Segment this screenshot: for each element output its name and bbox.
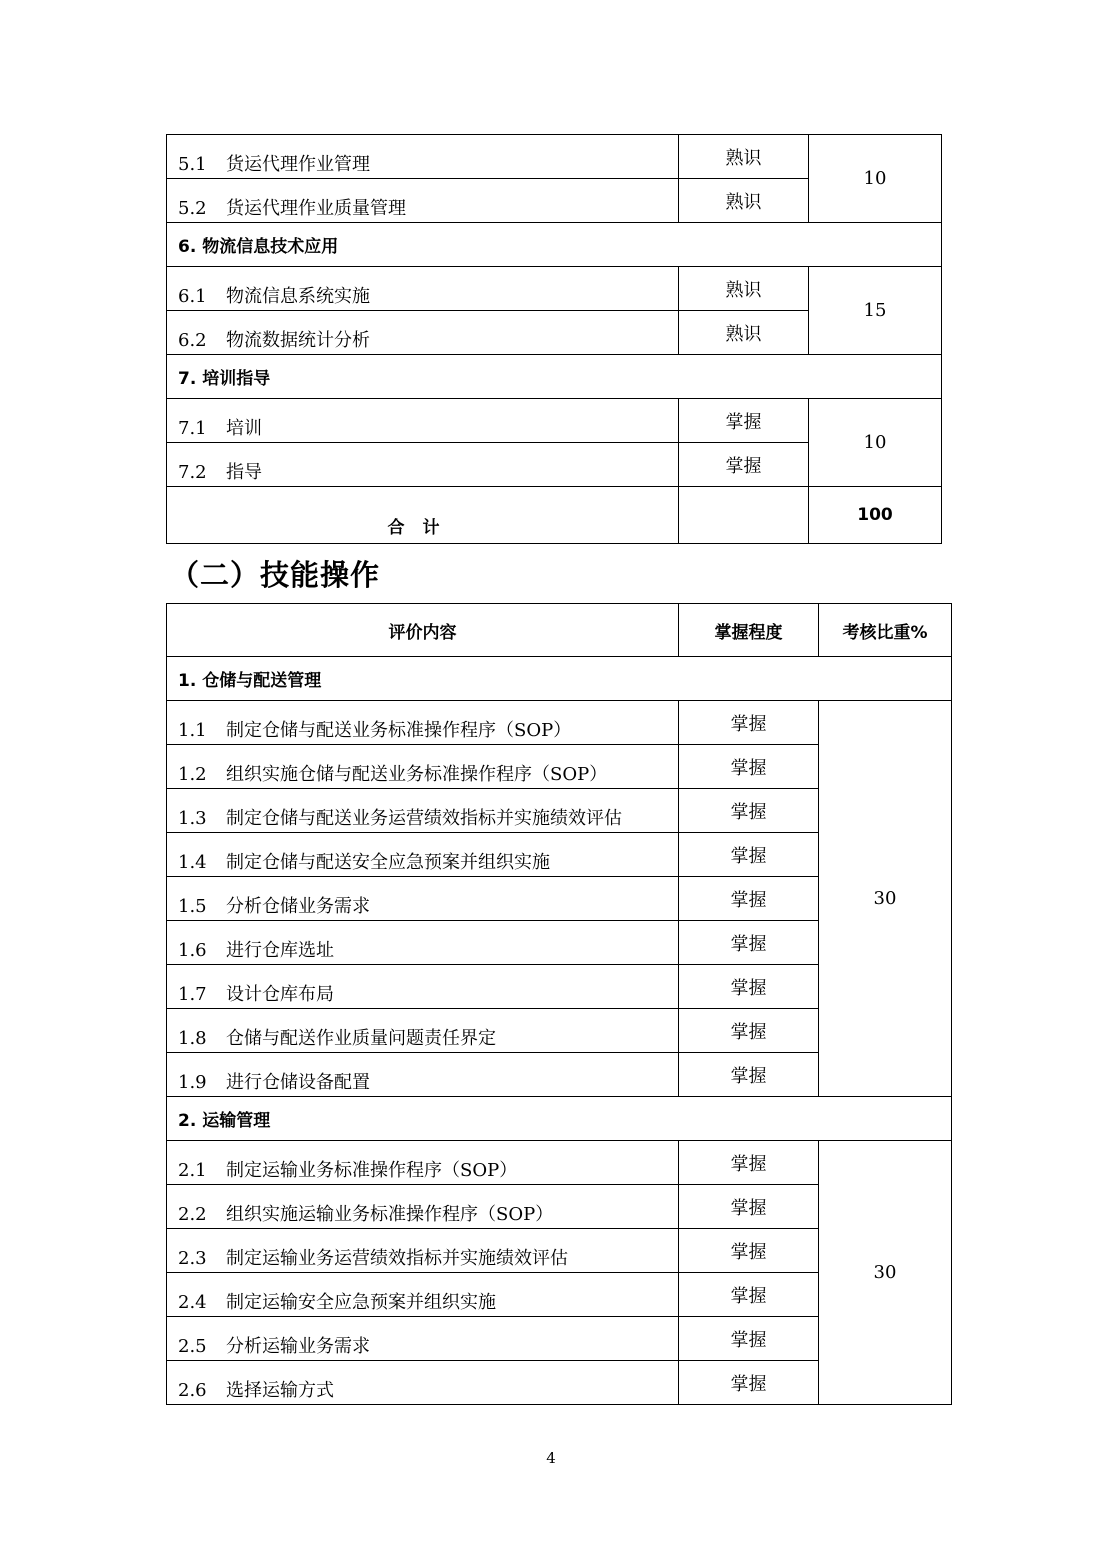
mastery-level: 掌握 <box>679 443 809 487</box>
item-cell <box>167 443 679 487</box>
item-number: 5.1 <box>178 153 207 175</box>
item-text: 分析仓储业务需求 <box>226 895 370 917</box>
item-cell <box>167 745 679 789</box>
section-heading: （二）技能操作 <box>170 558 381 592</box>
item-cell <box>167 135 679 179</box>
item-text: 组织实施运输业务标准操作程序（SOP） <box>226 1203 554 1225</box>
knowledge-table-continued <box>166 134 942 544</box>
weight-value: 10 <box>809 135 942 223</box>
skill-operation-table <box>166 603 952 1405</box>
item-cell <box>167 1141 679 1185</box>
mastery-level: 掌握 <box>679 1273 819 1317</box>
item-cell <box>167 1009 679 1053</box>
section-row <box>167 657 952 701</box>
item-number: 2.5 <box>178 1335 207 1357</box>
mastery-level: 熟识 <box>679 267 809 311</box>
item-text: 选择运输方式 <box>226 1379 334 1401</box>
item-cell <box>167 701 679 745</box>
table-row <box>167 701 952 745</box>
section-row <box>167 355 942 399</box>
item-number: 6.2 <box>178 329 207 351</box>
item-cell <box>167 311 679 355</box>
item-number: 1.5 <box>178 895 207 917</box>
item-text: 培训 <box>226 417 262 439</box>
weight-value: 10 <box>809 399 942 487</box>
item-text: 制定仓储与配送安全应急预案并组织实施 <box>226 851 550 873</box>
section-title: 2. 运输管理 <box>167 1097 952 1141</box>
total-row <box>167 487 942 544</box>
item-cell <box>167 1361 679 1405</box>
item-number: 5.2 <box>178 197 207 219</box>
mastery-level: 掌握 <box>679 1361 819 1405</box>
section-row <box>167 223 942 267</box>
item-text: 货运代理作业质量管理 <box>226 197 406 219</box>
table-row <box>167 135 942 179</box>
item-text: 制定运输业务标准操作程序（SOP） <box>226 1159 518 1181</box>
item-number: 1.8 <box>178 1027 207 1049</box>
table-row <box>167 1141 952 1185</box>
item-number: 2.3 <box>178 1247 207 1269</box>
mastery-level: 熟识 <box>679 311 809 355</box>
mastery-level: 掌握 <box>679 877 819 921</box>
item-cell <box>167 877 679 921</box>
item-text: 组织实施仓储与配送业务标准操作程序（SOP） <box>226 763 608 785</box>
mastery-level: 掌握 <box>679 1009 819 1053</box>
section-row <box>167 1097 952 1141</box>
item-cell <box>167 1273 679 1317</box>
weight-value: 15 <box>809 267 942 355</box>
weight-value: 30 <box>819 1141 952 1405</box>
t2-body <box>167 604 952 1405</box>
item-cell <box>167 399 679 443</box>
mastery-level: 掌握 <box>679 833 819 877</box>
mastery-level: 掌握 <box>679 745 819 789</box>
mastery-level: 掌握 <box>679 1185 819 1229</box>
section-title: 1. 仓储与配送管理 <box>167 657 952 701</box>
item-cell <box>167 965 679 1009</box>
item-cell <box>167 1185 679 1229</box>
section-title: 6. 物流信息技术应用 <box>167 223 942 267</box>
item-number: 1.4 <box>178 851 207 873</box>
item-text: 指导 <box>226 461 262 483</box>
weight-value: 30 <box>819 701 952 1097</box>
item-cell <box>167 267 679 311</box>
header-content: 评价内容 <box>167 604 679 657</box>
item-cell <box>167 921 679 965</box>
table-row <box>167 267 942 311</box>
item-cell <box>167 1229 679 1273</box>
item-text: 仓储与配送作业质量问题责任界定 <box>226 1027 496 1049</box>
item-text: 物流信息系统实施 <box>226 285 370 307</box>
item-cell <box>167 1053 679 1097</box>
table-row <box>167 399 942 443</box>
item-number: 6.1 <box>178 285 207 307</box>
mastery-level: 掌握 <box>679 701 819 745</box>
item-number: 1.3 <box>178 807 207 829</box>
mastery-level: 掌握 <box>679 1141 819 1185</box>
item-number: 1.1 <box>178 719 207 741</box>
total-value: 100 <box>809 487 942 544</box>
item-cell <box>167 833 679 877</box>
section-title: 7. 培训指导 <box>167 355 942 399</box>
header-level: 掌握程度 <box>679 604 819 657</box>
item-text: 进行仓库选址 <box>226 939 334 961</box>
mastery-level: 掌握 <box>679 1229 819 1273</box>
mastery-level: 熟识 <box>679 135 809 179</box>
item-text: 制定运输安全应急预案并组织实施 <box>226 1291 496 1313</box>
item-cell <box>167 179 679 223</box>
item-number: 1.6 <box>178 939 207 961</box>
item-number: 2.6 <box>178 1379 207 1401</box>
mastery-level: 熟识 <box>679 179 809 223</box>
header-row <box>167 604 952 657</box>
item-cell <box>167 1317 679 1361</box>
total-empty <box>679 487 809 544</box>
mastery-level: 掌握 <box>679 1053 819 1097</box>
header-weight: 考核比重% <box>819 604 952 657</box>
item-number: 1.7 <box>178 983 207 1005</box>
item-number: 7.2 <box>178 461 207 483</box>
item-text: 制定仓储与配送业务运营绩效指标并实施绩效评估 <box>226 807 622 829</box>
item-text: 制定运输业务运营绩效指标并实施绩效评估 <box>226 1247 568 1269</box>
mastery-level: 掌握 <box>679 789 819 833</box>
item-number: 2.4 <box>178 1291 207 1313</box>
item-text: 设计仓库布局 <box>226 983 334 1005</box>
item-number: 1.2 <box>178 763 207 785</box>
item-text: 制定仓储与配送业务标准操作程序（SOP） <box>226 719 572 741</box>
item-text: 进行仓储设备配置 <box>226 1071 370 1093</box>
mastery-level: 掌握 <box>679 1317 819 1361</box>
item-number: 1.9 <box>178 1071 207 1093</box>
item-number: 7.1 <box>178 417 207 439</box>
t1-body <box>167 135 942 544</box>
item-number: 2.1 <box>178 1159 207 1181</box>
total-label: 合计 <box>167 487 679 544</box>
item-text: 物流数据统计分析 <box>226 329 370 351</box>
mastery-level: 掌握 <box>679 965 819 1009</box>
mastery-level: 掌握 <box>679 399 809 443</box>
item-cell <box>167 789 679 833</box>
page-number: 4 <box>546 1449 556 1467</box>
item-text: 分析运输业务需求 <box>226 1335 370 1357</box>
item-number: 2.2 <box>178 1203 207 1225</box>
item-text: 货运代理作业管理 <box>226 153 370 175</box>
mastery-level: 掌握 <box>679 921 819 965</box>
